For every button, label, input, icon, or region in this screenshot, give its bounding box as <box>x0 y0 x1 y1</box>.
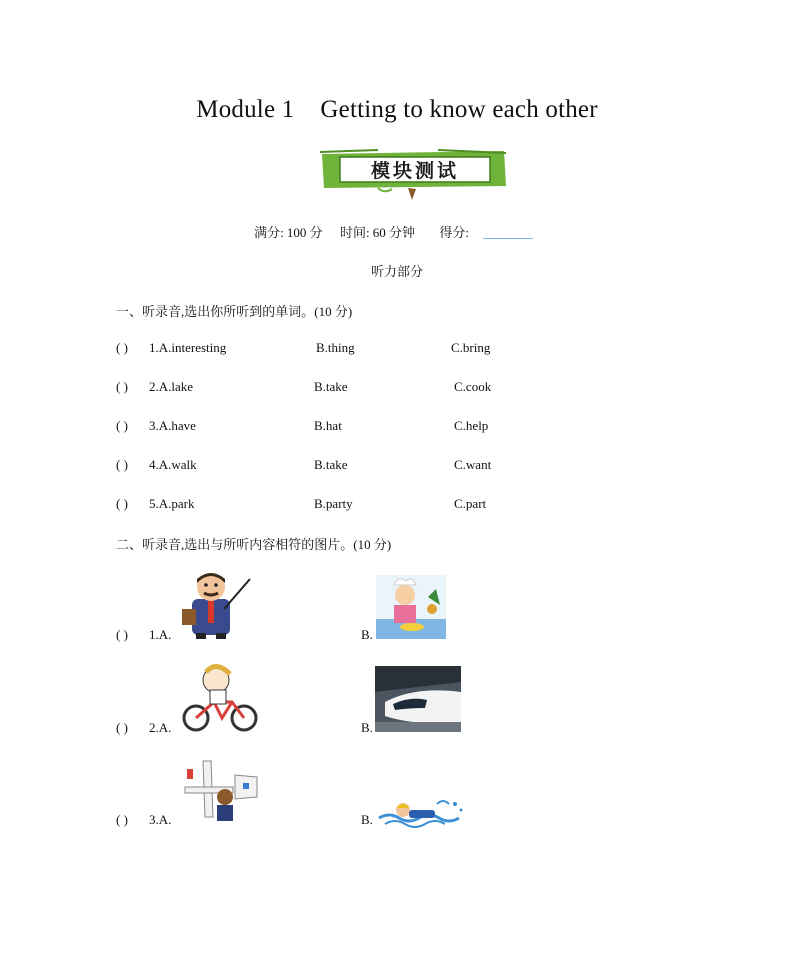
question-row <box>116 340 636 358</box>
answer-paren[interactable]: ( ) <box>116 418 128 433</box>
page-title <box>0 96 794 124</box>
pilot-plane-icon <box>183 757 259 825</box>
cook-icon <box>376 575 446 639</box>
option-a: 4.A.walk <box>149 457 197 472</box>
option-c: C.part <box>454 496 487 511</box>
train-icon <box>375 666 461 732</box>
part-title: 听力部分 <box>370 264 423 279</box>
option-a: 5.A.park <box>149 496 195 511</box>
option-b: B. <box>361 627 373 642</box>
teacher-icon <box>178 569 254 641</box>
option-b: B.take <box>314 379 348 394</box>
answer-paren[interactable]: ( ) <box>116 496 128 511</box>
option-b: B.hat <box>314 418 342 433</box>
answer-paren[interactable]: ( ) <box>116 340 128 355</box>
option-a: 1.A.interesting <box>149 340 227 355</box>
option-b: B. <box>361 812 373 827</box>
option-c: C.want <box>454 457 492 472</box>
time-limit: 时间: 60 分钟 <box>339 225 416 240</box>
answer-paren[interactable]: ( ) <box>116 720 128 735</box>
option-a: 2.A. <box>149 720 172 735</box>
swimmer-icon <box>377 796 465 830</box>
option-b: B.thing <box>316 340 355 355</box>
option-b: B.take <box>314 457 348 472</box>
option-a: 2.A.lake <box>149 379 194 394</box>
option-b: B. <box>361 720 373 735</box>
option-c: C.bring <box>451 340 491 355</box>
option-a: 1.A. <box>149 627 172 642</box>
option-a: 3.A. <box>149 812 172 827</box>
module-label: Module 1 <box>196 96 295 123</box>
option-c: C.cook <box>454 379 492 394</box>
answer-paren[interactable]: ( ) <box>116 457 128 472</box>
bicycle-rider-icon <box>182 662 258 734</box>
banner-text: 模块测试 <box>370 160 460 182</box>
score-label: 得分: <box>439 225 469 240</box>
option-a: 3.A.have <box>149 418 196 433</box>
question-row <box>116 418 636 436</box>
section1-heading: 一、听录音,选出你所听到的单词。(10 分) <box>116 304 353 319</box>
module-test-banner <box>318 148 508 202</box>
question-row <box>116 379 636 397</box>
option-b: B.party <box>314 496 353 511</box>
module-subtitle: Getting to know each other <box>320 96 598 123</box>
answer-paren[interactable]: ( ) <box>116 627 128 642</box>
option-c: C.help <box>454 418 489 433</box>
score-blank[interactable] <box>483 226 533 239</box>
answer-paren[interactable]: ( ) <box>116 812 128 827</box>
question-row <box>116 496 636 514</box>
answer-paren[interactable]: ( ) <box>116 379 128 394</box>
question-row <box>116 457 636 475</box>
score-info-line <box>0 222 794 241</box>
section2-heading: 二、听录音,选出与所听内容相符的图片。(10 分) <box>116 537 392 552</box>
full-score: 满分: 100 分 <box>254 225 323 240</box>
